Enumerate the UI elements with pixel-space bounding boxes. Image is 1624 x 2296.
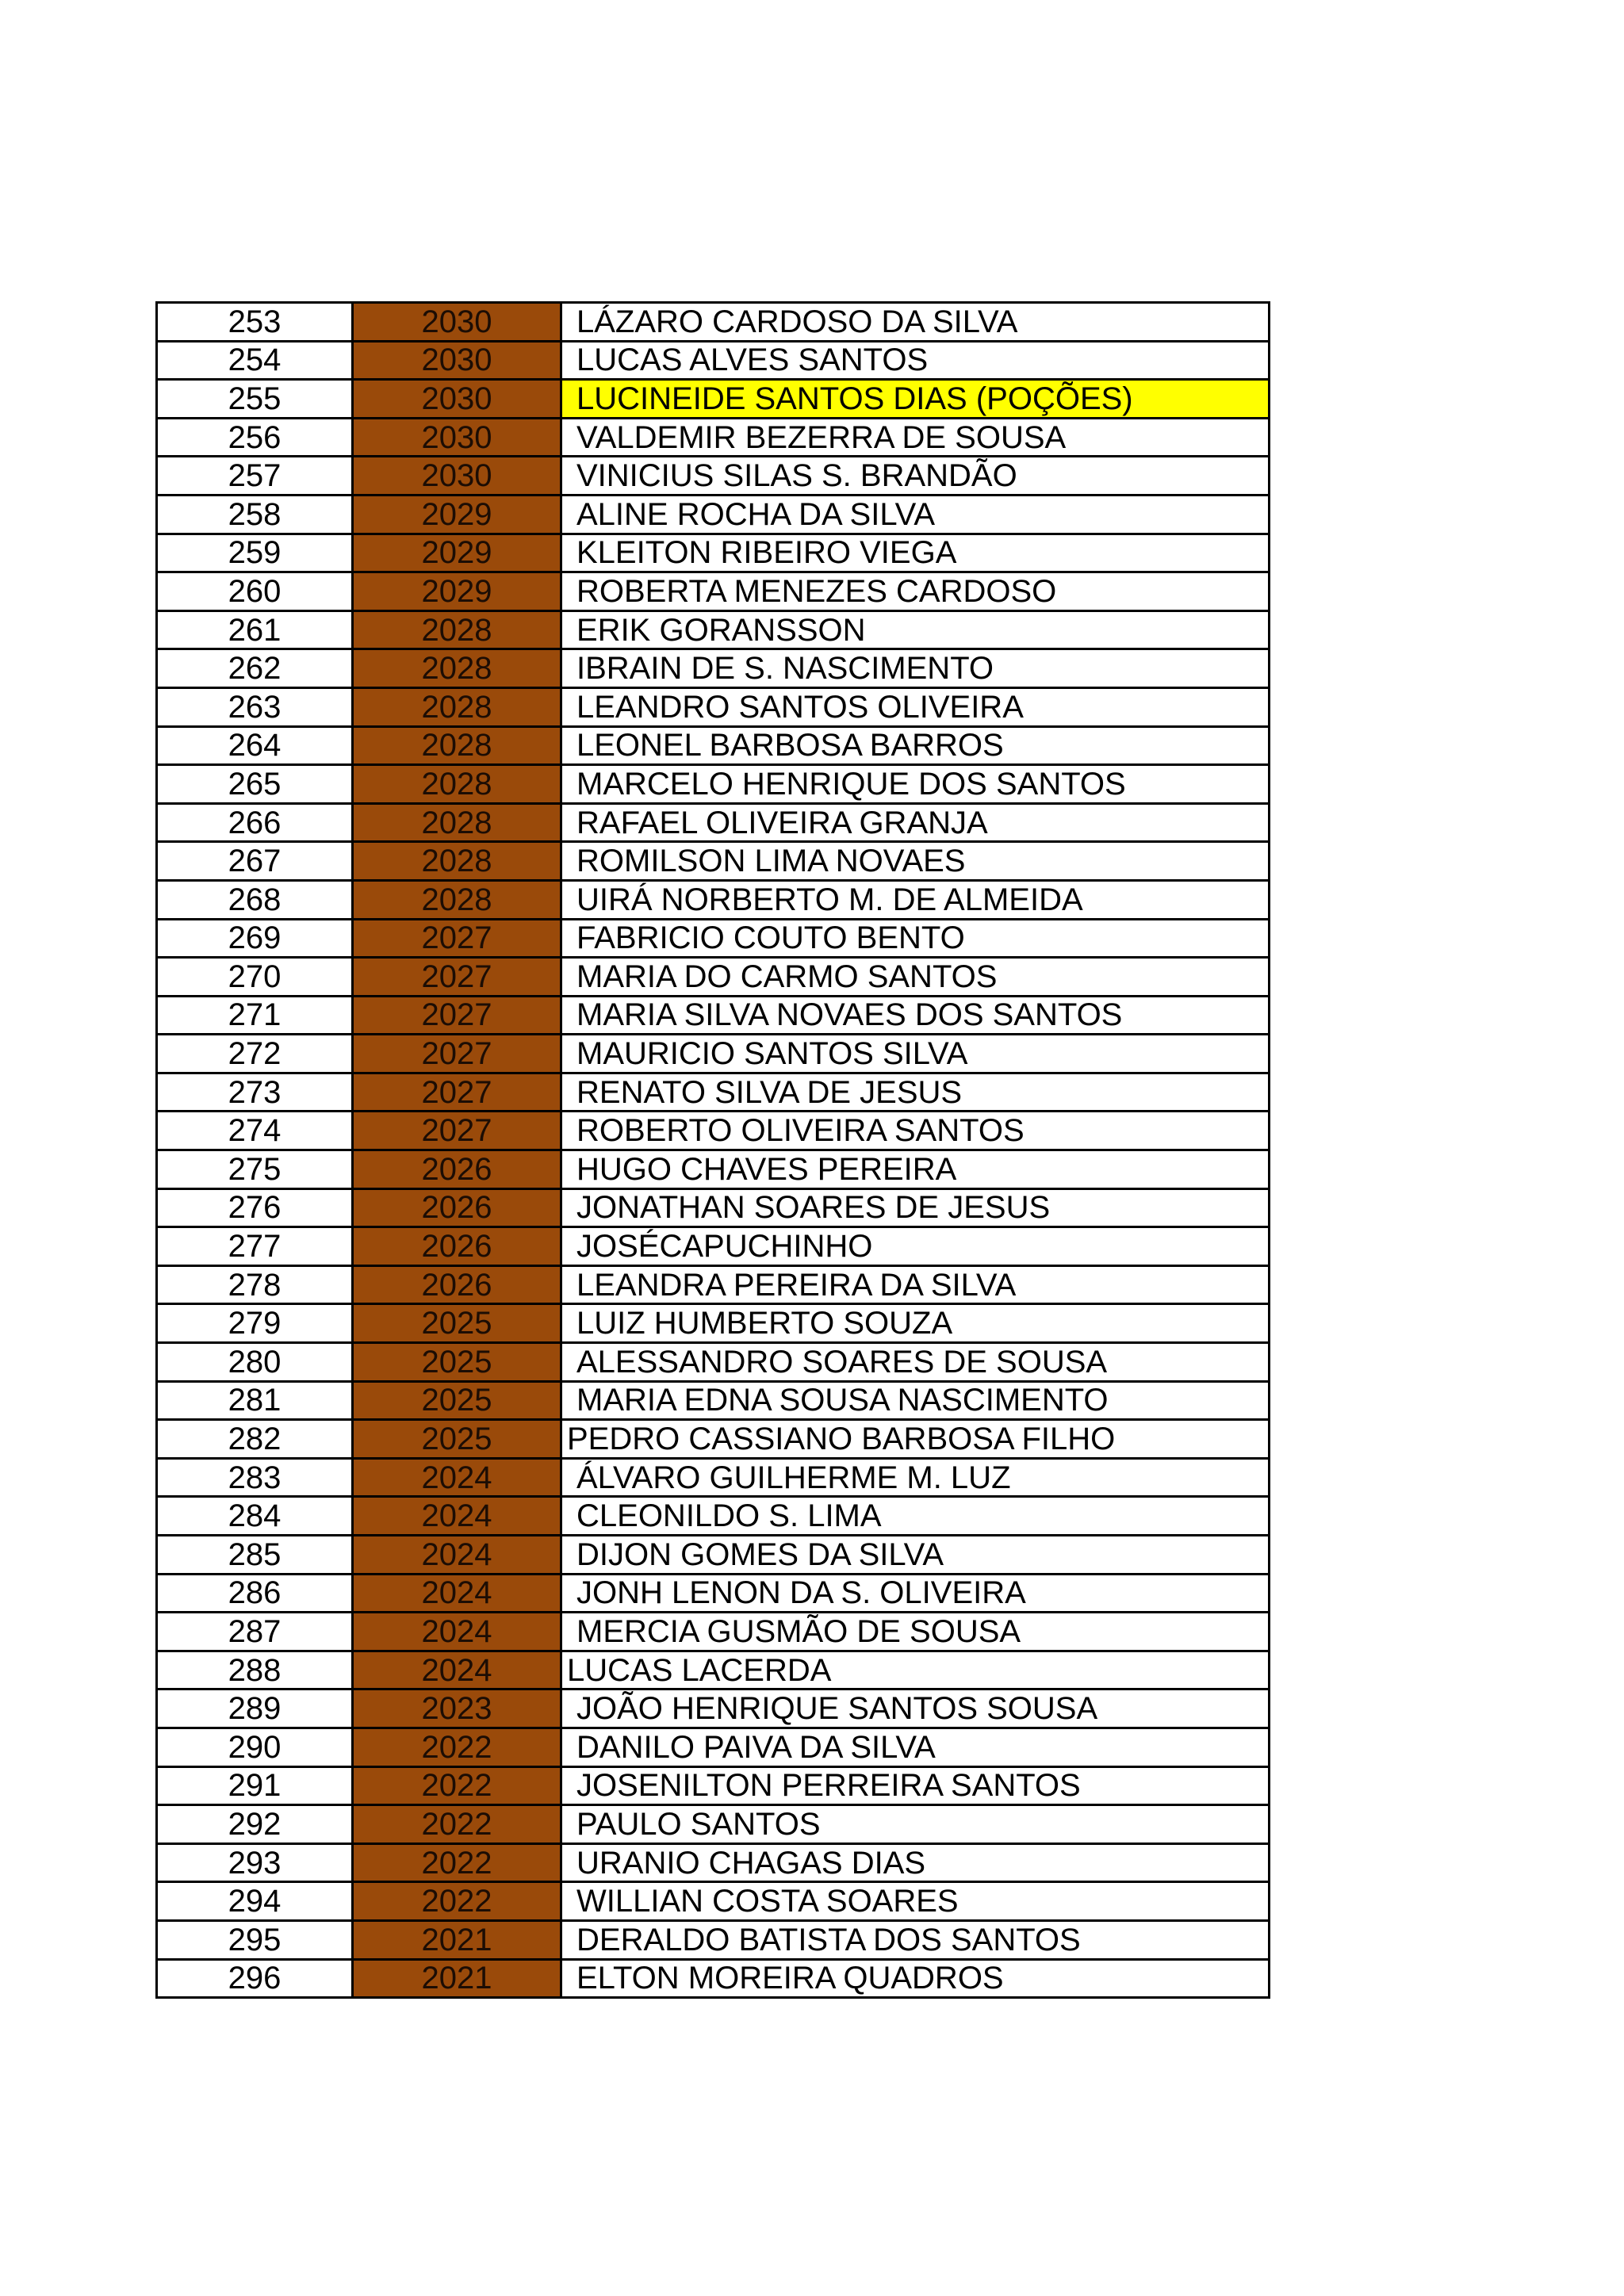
name-cell: LEONEL BARBOSA BARROS [561, 726, 1270, 765]
year-cell: 2028 [353, 649, 561, 688]
table-row [157, 380, 1270, 419]
name-cell: UIRÁ NORBERTO M. DE ALMEIDA [561, 880, 1270, 919]
table-row [157, 1035, 1270, 1073]
year-cell: 2027 [353, 919, 561, 958]
table-row [157, 1959, 1270, 1998]
row-number-cell: 269 [157, 919, 353, 958]
roster-table [155, 301, 1270, 1999]
name-cell: ERIK GORANSSON [561, 610, 1270, 649]
name-cell: MARCELO HENRIQUE DOS SANTOS [561, 765, 1270, 804]
row-number-cell: 258 [157, 495, 353, 534]
year-cell: 2022 [353, 1728, 561, 1766]
name-cell: MARIA SILVA NOVAES DOS SANTOS [561, 996, 1270, 1035]
row-number-cell: 289 [157, 1689, 353, 1728]
row-number-cell: 279 [157, 1304, 353, 1343]
row-number-cell: 259 [157, 534, 353, 572]
row-number-cell: 265 [157, 765, 353, 804]
name-cell: JONH LENON DA S. OLIVEIRA [561, 1574, 1270, 1613]
row-number-cell: 277 [157, 1227, 353, 1266]
row-number-cell: 256 [157, 418, 353, 457]
year-cell: 2030 [353, 457, 561, 496]
name-cell: JONATHAN SOARES DE JESUS [561, 1188, 1270, 1227]
table-row [157, 1920, 1270, 1959]
name-cell: WILLIAN COSTA SOARES [561, 1882, 1270, 1921]
table-row [157, 1843, 1270, 1882]
year-cell: 2024 [353, 1651, 561, 1689]
name-cell: ELTON MOREIRA QUADROS [561, 1959, 1270, 1998]
year-cell: 2025 [353, 1304, 561, 1343]
year-cell: 2022 [353, 1805, 561, 1844]
year-cell: 2027 [353, 958, 561, 997]
table-row [157, 1882, 1270, 1921]
row-number-cell: 276 [157, 1188, 353, 1227]
row-number-cell: 278 [157, 1265, 353, 1304]
row-number-cell: 262 [157, 649, 353, 688]
table-row [157, 495, 1270, 534]
year-cell: 2028 [353, 687, 561, 726]
year-cell: 2030 [353, 341, 561, 380]
row-number-cell: 268 [157, 880, 353, 919]
table-row [157, 1073, 1270, 1112]
table-row [157, 1458, 1270, 1497]
name-cell: VALDEMIR BEZERRA DE SOUSA [561, 418, 1270, 457]
row-number-cell: 257 [157, 457, 353, 496]
table-row [157, 687, 1270, 726]
roster-table-body [157, 303, 1270, 1998]
table-row [157, 1497, 1270, 1536]
table-row [157, 1304, 1270, 1343]
row-number-cell: 263 [157, 687, 353, 726]
name-cell: LÁZARO CARDOSO DA SILVA [561, 303, 1270, 342]
table-row [157, 1265, 1270, 1304]
table-row [157, 1613, 1270, 1651]
row-number-cell: 282 [157, 1420, 353, 1459]
year-cell: 2026 [353, 1227, 561, 1266]
table-row [157, 726, 1270, 765]
year-cell: 2030 [353, 418, 561, 457]
row-number-cell: 287 [157, 1613, 353, 1651]
row-number-cell: 271 [157, 996, 353, 1035]
name-cell: VINICIUS SILAS S. BRANDÃO [561, 457, 1270, 496]
row-number-cell: 273 [157, 1073, 353, 1112]
row-number-cell: 288 [157, 1651, 353, 1689]
table-row [157, 996, 1270, 1035]
row-number-cell: 290 [157, 1728, 353, 1766]
row-number-cell: 272 [157, 1035, 353, 1073]
name-cell: ALESSANDRO SOARES DE SOUSA [561, 1343, 1270, 1382]
row-number-cell: 270 [157, 958, 353, 997]
year-cell: 2030 [353, 303, 561, 342]
table-row [157, 1381, 1270, 1420]
table-row [157, 1536, 1270, 1575]
name-cell: ÁLVARO GUILHERME M. LUZ [561, 1458, 1270, 1497]
table-row [157, 765, 1270, 804]
row-number-cell: 261 [157, 610, 353, 649]
table-row [157, 1651, 1270, 1689]
row-number-cell: 283 [157, 1458, 353, 1497]
table-row [157, 534, 1270, 572]
table-row [157, 842, 1270, 881]
name-cell: LUCAS ALVES SANTOS [561, 341, 1270, 380]
name-cell: LUIZ HUMBERTO SOUZA [561, 1304, 1270, 1343]
table-row [157, 1343, 1270, 1382]
table-row [157, 1766, 1270, 1805]
name-cell: ROBERTA MENEZES CARDOSO [561, 572, 1270, 611]
row-number-cell: 260 [157, 572, 353, 611]
name-cell: JOÃO HENRIQUE SANTOS SOUSA [561, 1689, 1270, 1728]
year-cell: 2029 [353, 534, 561, 572]
year-cell: 2026 [353, 1188, 561, 1227]
name-cell: MAURICIO SANTOS SILVA [561, 1035, 1270, 1073]
table-row [157, 1188, 1270, 1227]
year-cell: 2030 [353, 380, 561, 419]
year-cell: 2024 [353, 1574, 561, 1613]
name-cell: KLEITON RIBEIRO VIEGA [561, 534, 1270, 572]
table-row [157, 457, 1270, 496]
table-row [157, 803, 1270, 842]
year-cell: 2024 [353, 1536, 561, 1575]
year-cell: 2026 [353, 1150, 561, 1189]
year-cell: 2027 [353, 1112, 561, 1150]
row-number-cell: 296 [157, 1959, 353, 1998]
name-cell: ALINE ROCHA DA SILVA [561, 495, 1270, 534]
row-number-cell: 291 [157, 1766, 353, 1805]
year-cell: 2022 [353, 1766, 561, 1805]
name-cell: FABRICIO COUTO BENTO [561, 919, 1270, 958]
table-row [157, 610, 1270, 649]
year-cell: 2028 [353, 880, 561, 919]
year-cell: 2026 [353, 1265, 561, 1304]
row-number-cell: 274 [157, 1112, 353, 1150]
row-number-cell: 267 [157, 842, 353, 881]
year-cell: 2028 [353, 803, 561, 842]
table-row [157, 1689, 1270, 1728]
table-row [157, 303, 1270, 342]
year-cell: 2021 [353, 1920, 561, 1959]
name-cell: ROMILSON LIMA NOVAES [561, 842, 1270, 881]
name-cell: LUCAS LACERDA [561, 1651, 1270, 1689]
name-cell: MARIA EDNA SOUSA NASCIMENTO [561, 1381, 1270, 1420]
row-number-cell: 280 [157, 1343, 353, 1382]
table-row [157, 1805, 1270, 1844]
year-cell: 2028 [353, 610, 561, 649]
row-number-cell: 275 [157, 1150, 353, 1189]
name-cell: LEANDRA PEREIRA DA SILVA [561, 1265, 1270, 1304]
table-row [157, 919, 1270, 958]
name-cell: IBRAIN DE S. NASCIMENTO [561, 649, 1270, 688]
row-number-cell: 293 [157, 1843, 353, 1882]
name-cell: JOSÉCAPUCHINHO [561, 1227, 1270, 1266]
name-cell: MERCIA GUSMÃO DE SOUSA [561, 1613, 1270, 1651]
name-cell: DERALDO BATISTA DOS SANTOS [561, 1920, 1270, 1959]
name-cell: DIJON GOMES DA SILVA [561, 1536, 1270, 1575]
table-row [157, 1227, 1270, 1266]
year-cell: 2024 [353, 1613, 561, 1651]
row-number-cell: 285 [157, 1536, 353, 1575]
year-cell: 2023 [353, 1689, 561, 1728]
year-cell: 2025 [353, 1343, 561, 1382]
name-cell: DANILO PAIVA DA SILVA [561, 1728, 1270, 1766]
year-cell: 2021 [353, 1959, 561, 1998]
table-row [157, 341, 1270, 380]
table-row [157, 880, 1270, 919]
name-cell: PAULO SANTOS [561, 1805, 1270, 1844]
row-number-cell: 284 [157, 1497, 353, 1536]
year-cell: 2022 [353, 1843, 561, 1882]
year-cell: 2028 [353, 765, 561, 804]
row-number-cell: 286 [157, 1574, 353, 1613]
table-row [157, 649, 1270, 688]
year-cell: 2024 [353, 1458, 561, 1497]
name-cell: CLEONILDO S. LIMA [561, 1497, 1270, 1536]
row-number-cell: 254 [157, 341, 353, 380]
row-number-cell: 292 [157, 1805, 353, 1844]
year-cell: 2022 [353, 1882, 561, 1921]
table-row [157, 1728, 1270, 1766]
name-cell: HUGO CHAVES PEREIRA [561, 1150, 1270, 1189]
highlighted-name-cell: LUCINEIDE SANTOS DIAS (POÇÕES) [561, 380, 1270, 419]
row-number-cell: 255 [157, 380, 353, 419]
year-cell: 2025 [353, 1420, 561, 1459]
year-cell: 2029 [353, 495, 561, 534]
row-number-cell: 253 [157, 303, 353, 342]
table-row [157, 572, 1270, 611]
table-row [157, 1574, 1270, 1613]
table-row [157, 958, 1270, 997]
name-cell: RAFAEL OLIVEIRA GRANJA [561, 803, 1270, 842]
name-cell: URANIO CHAGAS DIAS [561, 1843, 1270, 1882]
name-cell: LEANDRO SANTOS OLIVEIRA [561, 687, 1270, 726]
table-row [157, 1112, 1270, 1150]
year-cell: 2027 [353, 1073, 561, 1112]
year-cell: 2028 [353, 842, 561, 881]
row-number-cell: 294 [157, 1882, 353, 1921]
table-row [157, 418, 1270, 457]
year-cell: 2027 [353, 996, 561, 1035]
row-number-cell: 264 [157, 726, 353, 765]
row-number-cell: 266 [157, 803, 353, 842]
year-cell: 2028 [353, 726, 561, 765]
name-cell: MARIA DO CARMO SANTOS [561, 958, 1270, 997]
name-cell: RENATO SILVA DE JESUS [561, 1073, 1270, 1112]
name-cell: PEDRO CASSIANO BARBOSA FILHO [561, 1420, 1270, 1459]
table-row [157, 1420, 1270, 1459]
row-number-cell: 295 [157, 1920, 353, 1959]
year-cell: 2025 [353, 1381, 561, 1420]
year-cell: 2027 [353, 1035, 561, 1073]
table-row [157, 1150, 1270, 1189]
name-cell: ROBERTO OLIVEIRA SANTOS [561, 1112, 1270, 1150]
year-cell: 2024 [353, 1497, 561, 1536]
name-cell: JOSENILTON PERREIRA SANTOS [561, 1766, 1270, 1805]
year-cell: 2029 [353, 572, 561, 611]
row-number-cell: 281 [157, 1381, 353, 1420]
